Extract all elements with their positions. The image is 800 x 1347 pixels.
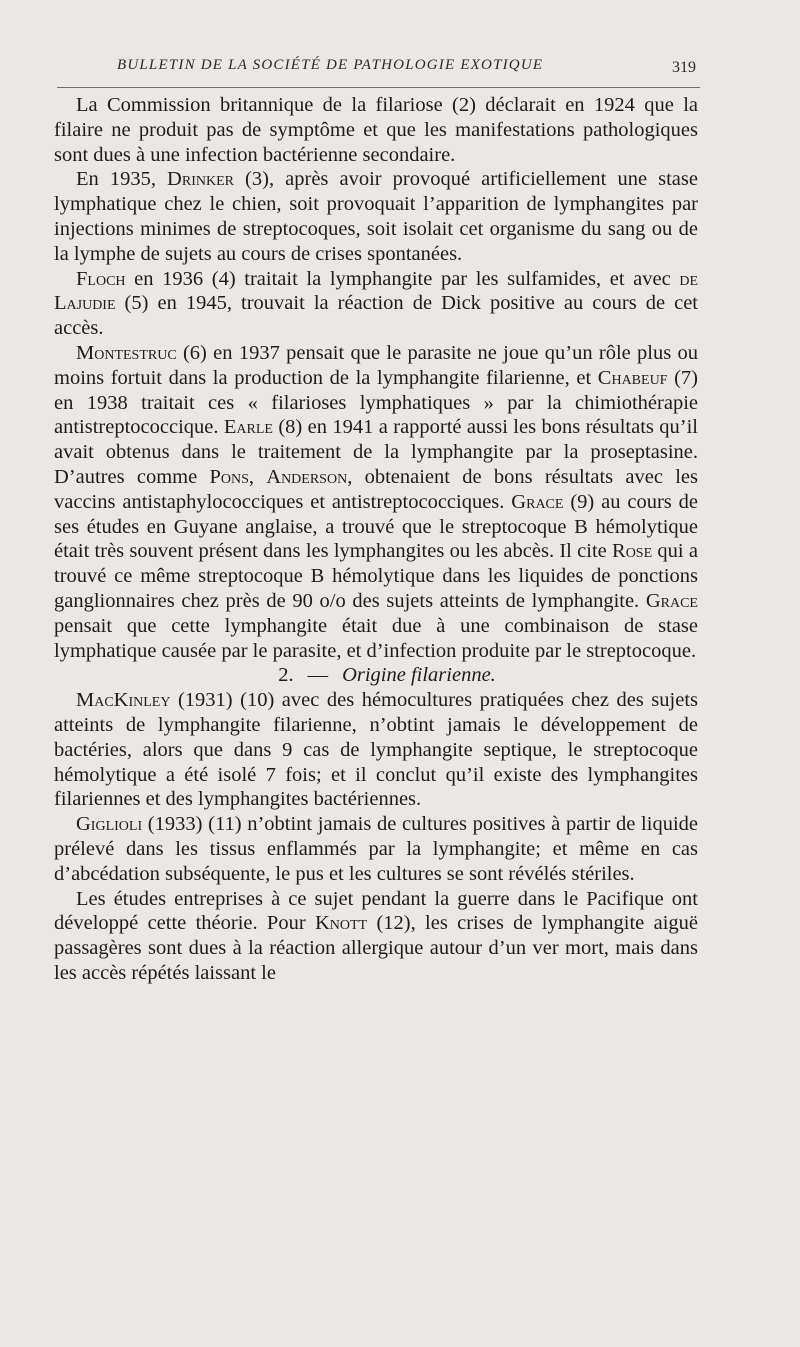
author-name: Knott: [314, 912, 368, 935]
text-run: En 1935,: [76, 168, 168, 191]
author-name: Pons: [209, 465, 249, 488]
text-run: (7) en 1938 traitait ces « filarioses lymphatiques » par la chimiothérapie antistreptococcique.: [54, 366, 698, 439]
section-dash: —: [307, 664, 329, 687]
author-name: Earle: [223, 416, 273, 439]
paragraph-2: [54, 167, 698, 266]
text-run: (9) au cours de ses études en Guyane anglaise, a trouvé que le streptocoque B hémolytique était très souvent présent dans les lymphangites ou les abcès. Il cite: [54, 490, 698, 563]
author-name: Rose: [612, 540, 653, 563]
text-run: (6) en 1937 pensait que le parasite ne joue qu’un rôle plus ou moins fortuit dans la production de la lymphangite filarienne, et: [54, 341, 698, 389]
paragraph-1: La Commission britannique de la filariose (2) déclarait en 1924 que la filaire ne produit pas de symptôme et que les manifestations pathologiques sont dues à une infection bactérienne secondaire.: [54, 94, 698, 166]
section-number: 2.: [278, 664, 294, 687]
text-run: (1933) (11) n’obtint jamais de cultures positives à partir de liquide prélevé dans les tissus enflammés par la lymphangite; et même en cas d’abcédation subséquente, le pus et les cultures se sont révélés stériles.: [54, 813, 698, 885]
author-name: Anderson: [266, 465, 348, 488]
author-name: Grace: [645, 589, 698, 612]
text-run: ,: [248, 465, 267, 488]
journal-title: BULLETIN DE LA SOCIÉTÉ DE PATHOLOGIE EXOTIQUE: [117, 57, 544, 73]
text-run: (8) en 1941 a rapporté aussi les bons résultats qu’il avait obtenus dans le traitement de la lymphangite par la proseptasine. D’autres comme: [54, 416, 698, 488]
author-name: MacKinley: [76, 689, 171, 712]
author-name: Floch: [76, 267, 126, 290]
author-name: de Lajudie: [54, 267, 698, 315]
paragraph-7: [54, 887, 698, 986]
text-run: pensait que cette lymphangite était due à une combinaison de stase lymphatique causée par le parasite, et d’infection produite par le streptocoque.: [54, 614, 698, 662]
section-heading: [54, 663, 698, 688]
author-name: Grace: [511, 490, 564, 513]
paragraph-4: [54, 341, 698, 663]
text-run: , obtenaient de bons résultats avec les vaccins antistaphylococciques et antistreptococciques.: [54, 465, 698, 513]
text-run: Les études entreprises à ce sujet pendant la guerre dans le Pacifique ont développé cette théorie. Pour: [54, 887, 698, 935]
paragraph-6: [54, 812, 698, 886]
paragraph-3: [54, 267, 698, 341]
text-run: (1931) (10) avec des hémocultures pratiquées chez des sujets atteints de lymphangite filarienne, n’obtint jamais le développement de bactéries, alors que dans 9 cas de lymphangite septique, le streptocoque hémolytique a été isolé 7 fois; et il conclut qu’il existe des lymphangites filariennes et des lymphangites bactériennes.: [54, 689, 698, 811]
text-run: (12), les crises de lymphangite aiguë passagères sont dues à la réaction allergique autour d’un ver mort, mais dans les accès répétés laissant le: [54, 912, 698, 984]
author-name: Chabeuf: [597, 366, 668, 389]
paragraph-5: [54, 688, 698, 812]
body-text: [54, 93, 698, 986]
text-run: (3), après avoir provoqué artificiellement une stase lymphatique chez le chien, soit provoquait l’apparition de lymphangites par injections minimes de streptocoques, soit isolait cet organisme du sang ou de la lymphe de sujets au cours de crises spontanées.: [54, 168, 698, 265]
author-name: Drinker: [167, 168, 234, 191]
author-name: Giglioli: [76, 813, 143, 836]
author-name: Montestruc: [76, 341, 177, 364]
section-title: Origine filarienne.: [342, 664, 496, 687]
running-header: [57, 55, 700, 88]
text-run: en 1936 (4) traitait la lymphangite par les sulfamides, et avec: [125, 267, 680, 290]
text-run: (5) en 1945, trouvait la réaction de Dick positive au cours de cet accès.: [54, 292, 698, 340]
page-number: 319: [672, 59, 696, 76]
text-run: qui a trouvé ce même streptocoque B hémolytique dans les liquides de ponctions ganglionnaires chez près de 90 o/o des sujets atteints de lymphangite.: [54, 540, 698, 612]
